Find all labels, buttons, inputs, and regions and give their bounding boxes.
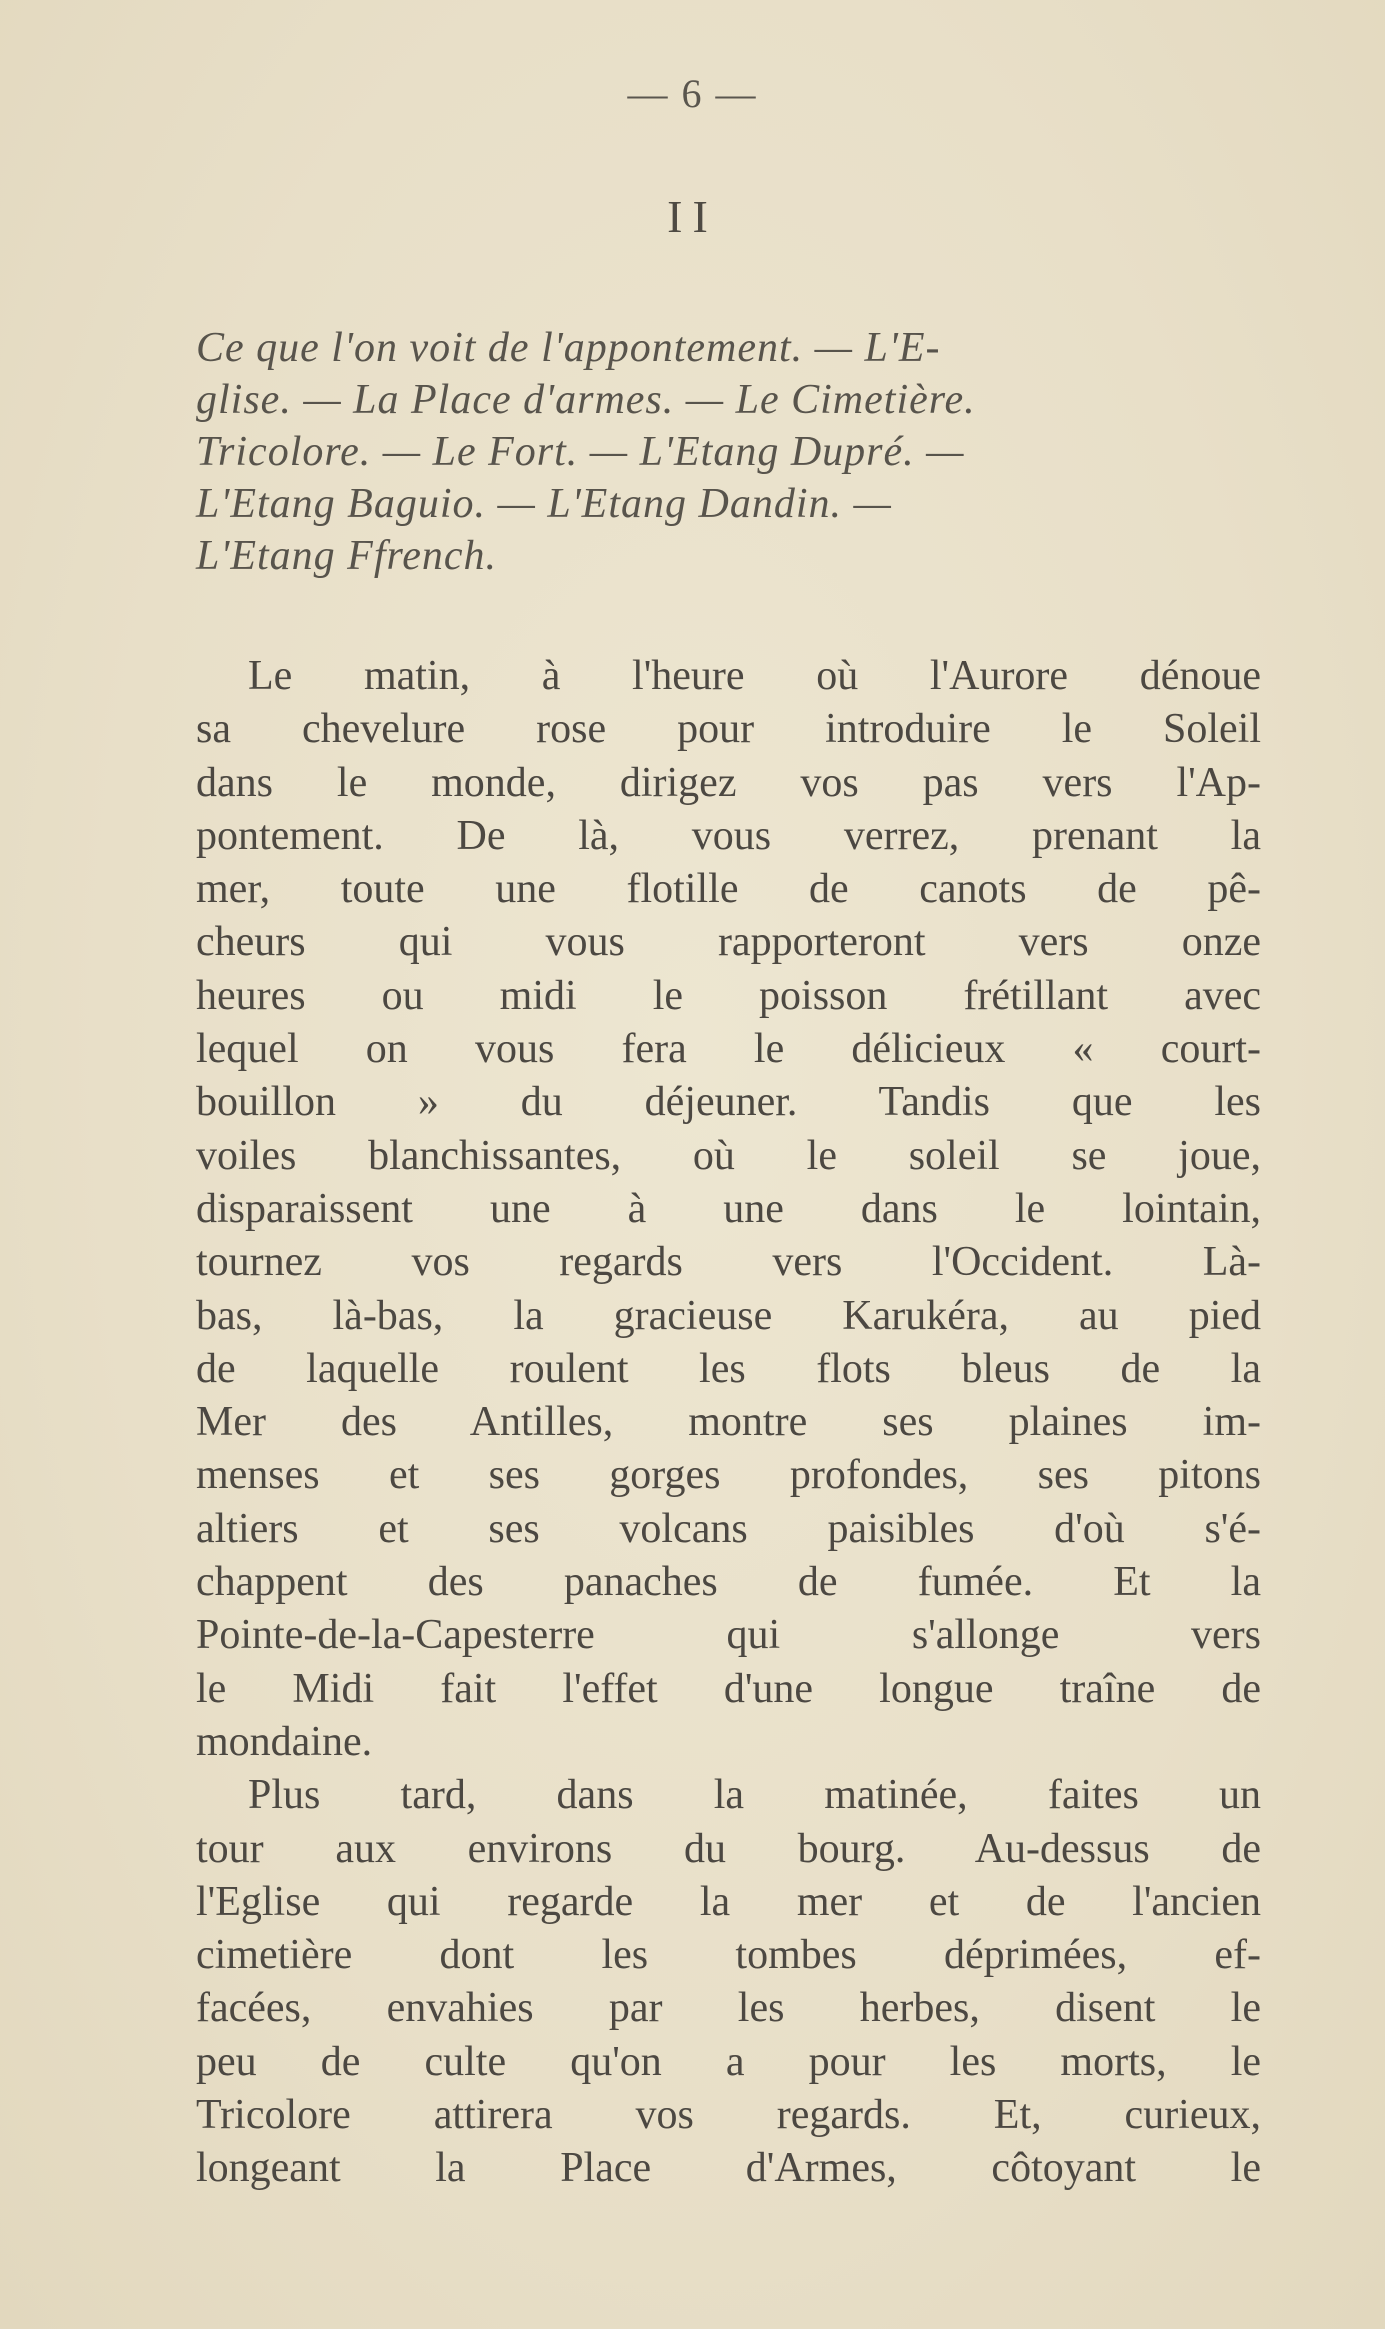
paragraph-1-line: tournez vos regards vers l'Occident. Là- — [196, 1239, 1261, 1286]
summary-line: glise. — La Place d'armes. — Le Cimetière. — [196, 377, 976, 423]
paragraph-1-line: voiles blanchissantes, où le soleil se joue, — [196, 1132, 1261, 1179]
summary-line: Ce que l'on voit de l'appontement. — L'E- — [196, 325, 941, 371]
chapter-summary — [196, 322, 1261, 582]
paragraph-1-line: dans le monde, dirigez vos pas vers l'Ap- — [196, 759, 1261, 806]
paragraph-1-line: cheurs qui vous rapporteront vers onze — [196, 919, 1261, 966]
paragraph-1-line: bouillon » du déjeuner. Tandis que les — [196, 1079, 1261, 1126]
paragraph-1-line: menses et ses gorges profondes, ses pitons — [196, 1452, 1261, 1499]
paragraph-1-line: le Midi fait l'effet d'une longue traîne de — [196, 1665, 1261, 1712]
paragraph-2-line: peu de culte qu'on a pour les morts, le — [196, 2038, 1261, 2085]
summary-line: Tricolore. — Le Fort. — L'Etang Dupré. — — [196, 429, 965, 475]
paragraph-2-line: longeant la Place d'Armes, côtoyant le — [196, 2145, 1261, 2192]
paragraph-1-line: altiers et ses volcans paisibles d'où s'é- — [196, 1505, 1261, 1552]
paragraph-2-line: Tricolore attirera vos regards. Et, curieux, — [196, 2092, 1261, 2139]
paragraph-1-line: Le matin, à l'heure où l'Aurore dénoue — [248, 653, 1261, 699]
paragraph-1-line: Pointe-de-la-Capesterre qui s'allonge vers — [196, 1612, 1261, 1659]
paragraph-1-line: pontement. De là, vous verrez, prenant la — [196, 812, 1261, 859]
paragraph-1-line: de laquelle roulent les flots bleus de la — [196, 1345, 1261, 1392]
paragraph-2-line: tour aux environs du bourg. Au-dessus de — [196, 1825, 1261, 1872]
paragraph-1-line: mer, toute une flotille de canots de pê- — [196, 866, 1261, 913]
paragraph-1-line: Mer des Antilles, montre ses plaines im- — [196, 1399, 1261, 1446]
paragraph-2-line: Plus tard, dans la matinée, faites un — [248, 1772, 1261, 1819]
paragraph-1-line: sa chevelure rose pour introduire le Soleil — [196, 706, 1261, 753]
paragraph-2-line: cimetière dont les tombes déprimées, ef- — [196, 1932, 1261, 1979]
paragraph-1-line: lequel on vous fera le délicieux « court- — [196, 1026, 1261, 1073]
paragraph-1-line: mondaine. — [196, 1718, 373, 1765]
paragraph-2-line: l'Eglise qui regarde la mer et de l'ancien — [196, 1878, 1261, 1925]
summary-line: L'Etang Ffrench. — [196, 533, 498, 579]
body-text — [196, 650, 1261, 2196]
section-heading: II — [667, 191, 718, 242]
paragraph-2-line: facées, envahies par les herbes, disent le — [196, 1985, 1261, 2032]
paragraph-1-line: disparaissent une à une dans le lointain, — [196, 1185, 1261, 1232]
paragraph-1-line: bas, là-bas, la gracieuse Karukéra, au pied — [196, 1292, 1261, 1339]
summary-line: L'Etang Baguio. — L'Etang Dandin. — — [196, 481, 892, 527]
page-number: — 6 — — [627, 71, 758, 116]
paragraph-1-line: heures ou midi le poisson frétillant avec — [196, 972, 1261, 1019]
paragraph-1-line: chappent des panaches de fumée. Et la — [196, 1559, 1261, 1606]
